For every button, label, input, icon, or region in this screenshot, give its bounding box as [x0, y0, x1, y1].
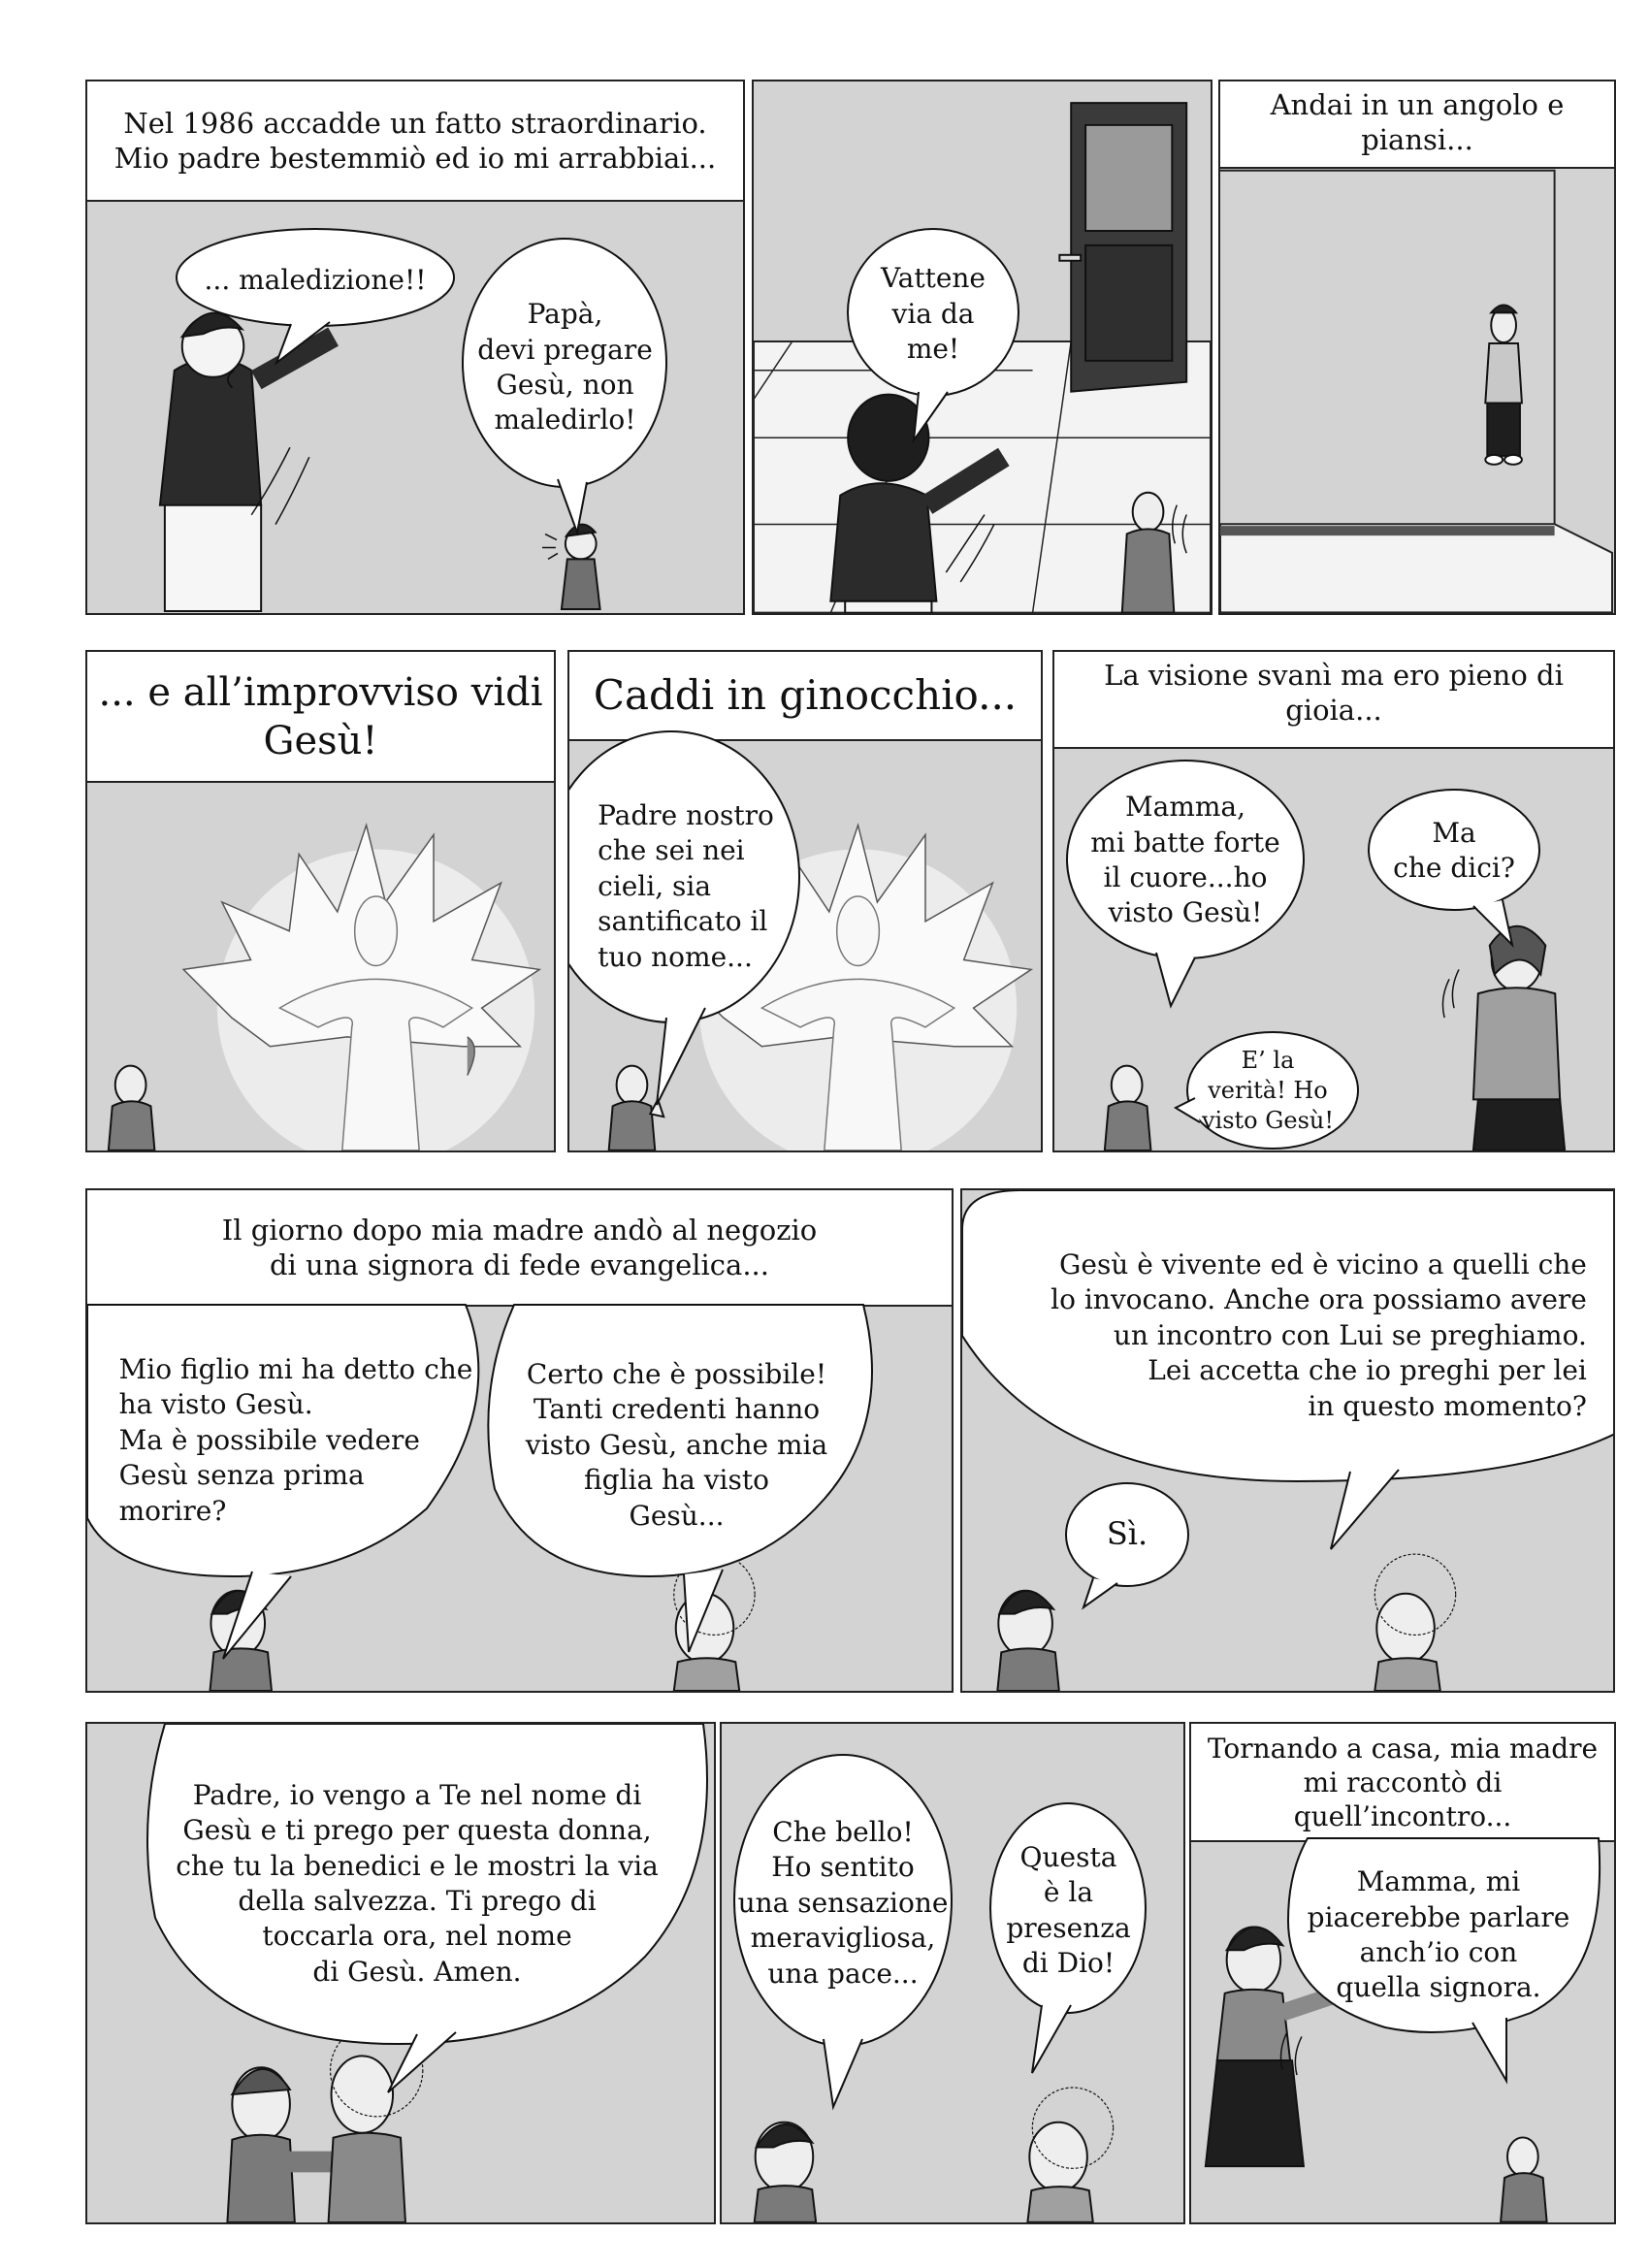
father-figure [160, 313, 334, 611]
panel-6-child-bubble-2 [1176, 1030, 1360, 1151]
panel-3 [1218, 80, 1616, 615]
panel-10-mother-text: Che bello! Ho sentito una sensazione meravigliosa, una pace... [737, 1816, 949, 1990]
mother-figure [1442, 926, 1565, 1150]
panel-7-caption: Il giorno dopo mia madre andò al negozio di una signora di fede evangelica... [87, 1190, 952, 1307]
panel-1-child-text: Papà, devi pregare Gesù, non maledirlo! [477, 298, 653, 437]
door [1059, 103, 1186, 391]
panel-6-caption: La visione svanì ma ero pieno di gioia... [1054, 652, 1613, 749]
panel-7-mother-text: Mio figlio mi ha detto che ha visto Gesù. Ma è possibile vedere Gesù senza prima morire? [118, 1353, 473, 1527]
panel-7-lady-text: Certo che è possibile! Tanti credenti hanno visto Gesù, anche mia figlia ha visto Gesù... [525, 1358, 828, 1532]
kneeling-child [609, 1066, 664, 1150]
panel-10-lady-bubble [988, 1801, 1148, 2020]
panel-2-father-bubble [846, 227, 1020, 402]
panel-4-caption: ... e all’improvviso vidi Gesù! [87, 652, 554, 783]
panel-10-lady-text: Questa è la presenza di Dio! [1006, 1840, 1131, 1979]
mother-figure-8 [997, 1591, 1059, 1691]
panel-6-child-bubble [1064, 759, 1307, 962]
panel-5-child-text: Padre nostro che sei nei cieli, sia santificato il tuo nome... [598, 799, 774, 973]
panel-8-mother-bubble [1064, 1481, 1190, 1588]
crying-child [1485, 305, 1522, 464]
panel-7-mother-bubble [85, 1305, 495, 1576]
panel-1 [85, 80, 745, 615]
panel-3-scene [1220, 81, 1614, 613]
panel-11-child-bubble [1278, 1838, 1599, 2032]
panel-6-mother-text: Ma che dici? [1393, 816, 1515, 884]
panel-8-mother-text: Sì. [1106, 1515, 1148, 1553]
panel-9-lady-bubble [126, 1724, 708, 2044]
panel-6 [1052, 650, 1615, 1152]
panel-11-child-text: Mamma, mi piacerebbe parlare anch’io con quella signora. [1307, 1865, 1570, 2004]
child-figure-6 [1105, 1066, 1151, 1150]
panel-7-lady-bubble [475, 1305, 878, 1586]
panel-10-mother-bubble [731, 1753, 954, 2054]
panel-3-caption: Andai in un angolo e piansi... [1220, 81, 1614, 169]
praying-women [227, 2025, 422, 2222]
child-figure-11 [1501, 2137, 1547, 2221]
panel-1-child-bubble [461, 237, 669, 499]
mother-figure-10 [755, 2122, 816, 2222]
panel-7 [85, 1188, 954, 1693]
lady-figure-10 [1027, 2088, 1113, 2222]
panel-10 [720, 1722, 1185, 2224]
panel-4-scene [87, 652, 554, 1150]
panel-8-lady-text: Gesù è vivente ed è vicino a quelli che lo invocano. Anche ora possiamo avere un incontro con Lui se preghiamo. Lei accetta che io preghi per lei in questo momento? [1051, 1248, 1587, 1422]
panel-5-caption: Caddi in ginocchio... [569, 652, 1041, 741]
panel-8 [960, 1188, 1615, 1693]
panel-5 [567, 650, 1043, 1152]
child-figure [542, 525, 600, 609]
panel-6-child-text: Mamma, mi batte forte il cuore...ho visto Gesù! [1090, 791, 1280, 929]
child-back-figure [109, 1066, 155, 1150]
panel-5-child-bubble [567, 741, 802, 1032]
panel-8-lady-bubble [962, 1190, 1615, 1481]
panel-2 [752, 80, 1212, 615]
panel-4 [85, 650, 556, 1152]
panel-9-lady-text: Padre, io vengo a Te nel nome di Gesù e ti prego per questa donna, che tu la benedici e le mostri la via della salvezza. Ti prego di toccarla ora, nel nome di Gesù. Amen. [176, 1778, 659, 1988]
panel-1-caption: Nel 1986 accadde un fatto straordinario. Mio padre bestemmiò ed io mi arrabbiai... [87, 81, 743, 202]
lady-figure-8 [1374, 1554, 1455, 1691]
panel-11-caption: Tornando a casa, mia madre mi raccontò di quell’incontro... [1191, 1724, 1614, 1842]
panel-1-father-bubble [175, 227, 456, 334]
panel-6-child-text-2: E’ la verità! Ho visto Gesù! [1201, 1046, 1335, 1135]
panel-9 [85, 1722, 716, 2224]
panel-6-mother-bubble [1367, 788, 1541, 914]
panel-2-father-text: Vattene via da me! [880, 262, 986, 366]
panel-11 [1189, 1722, 1616, 2224]
panel-1-father-text: ... maledizione!! [204, 263, 427, 296]
